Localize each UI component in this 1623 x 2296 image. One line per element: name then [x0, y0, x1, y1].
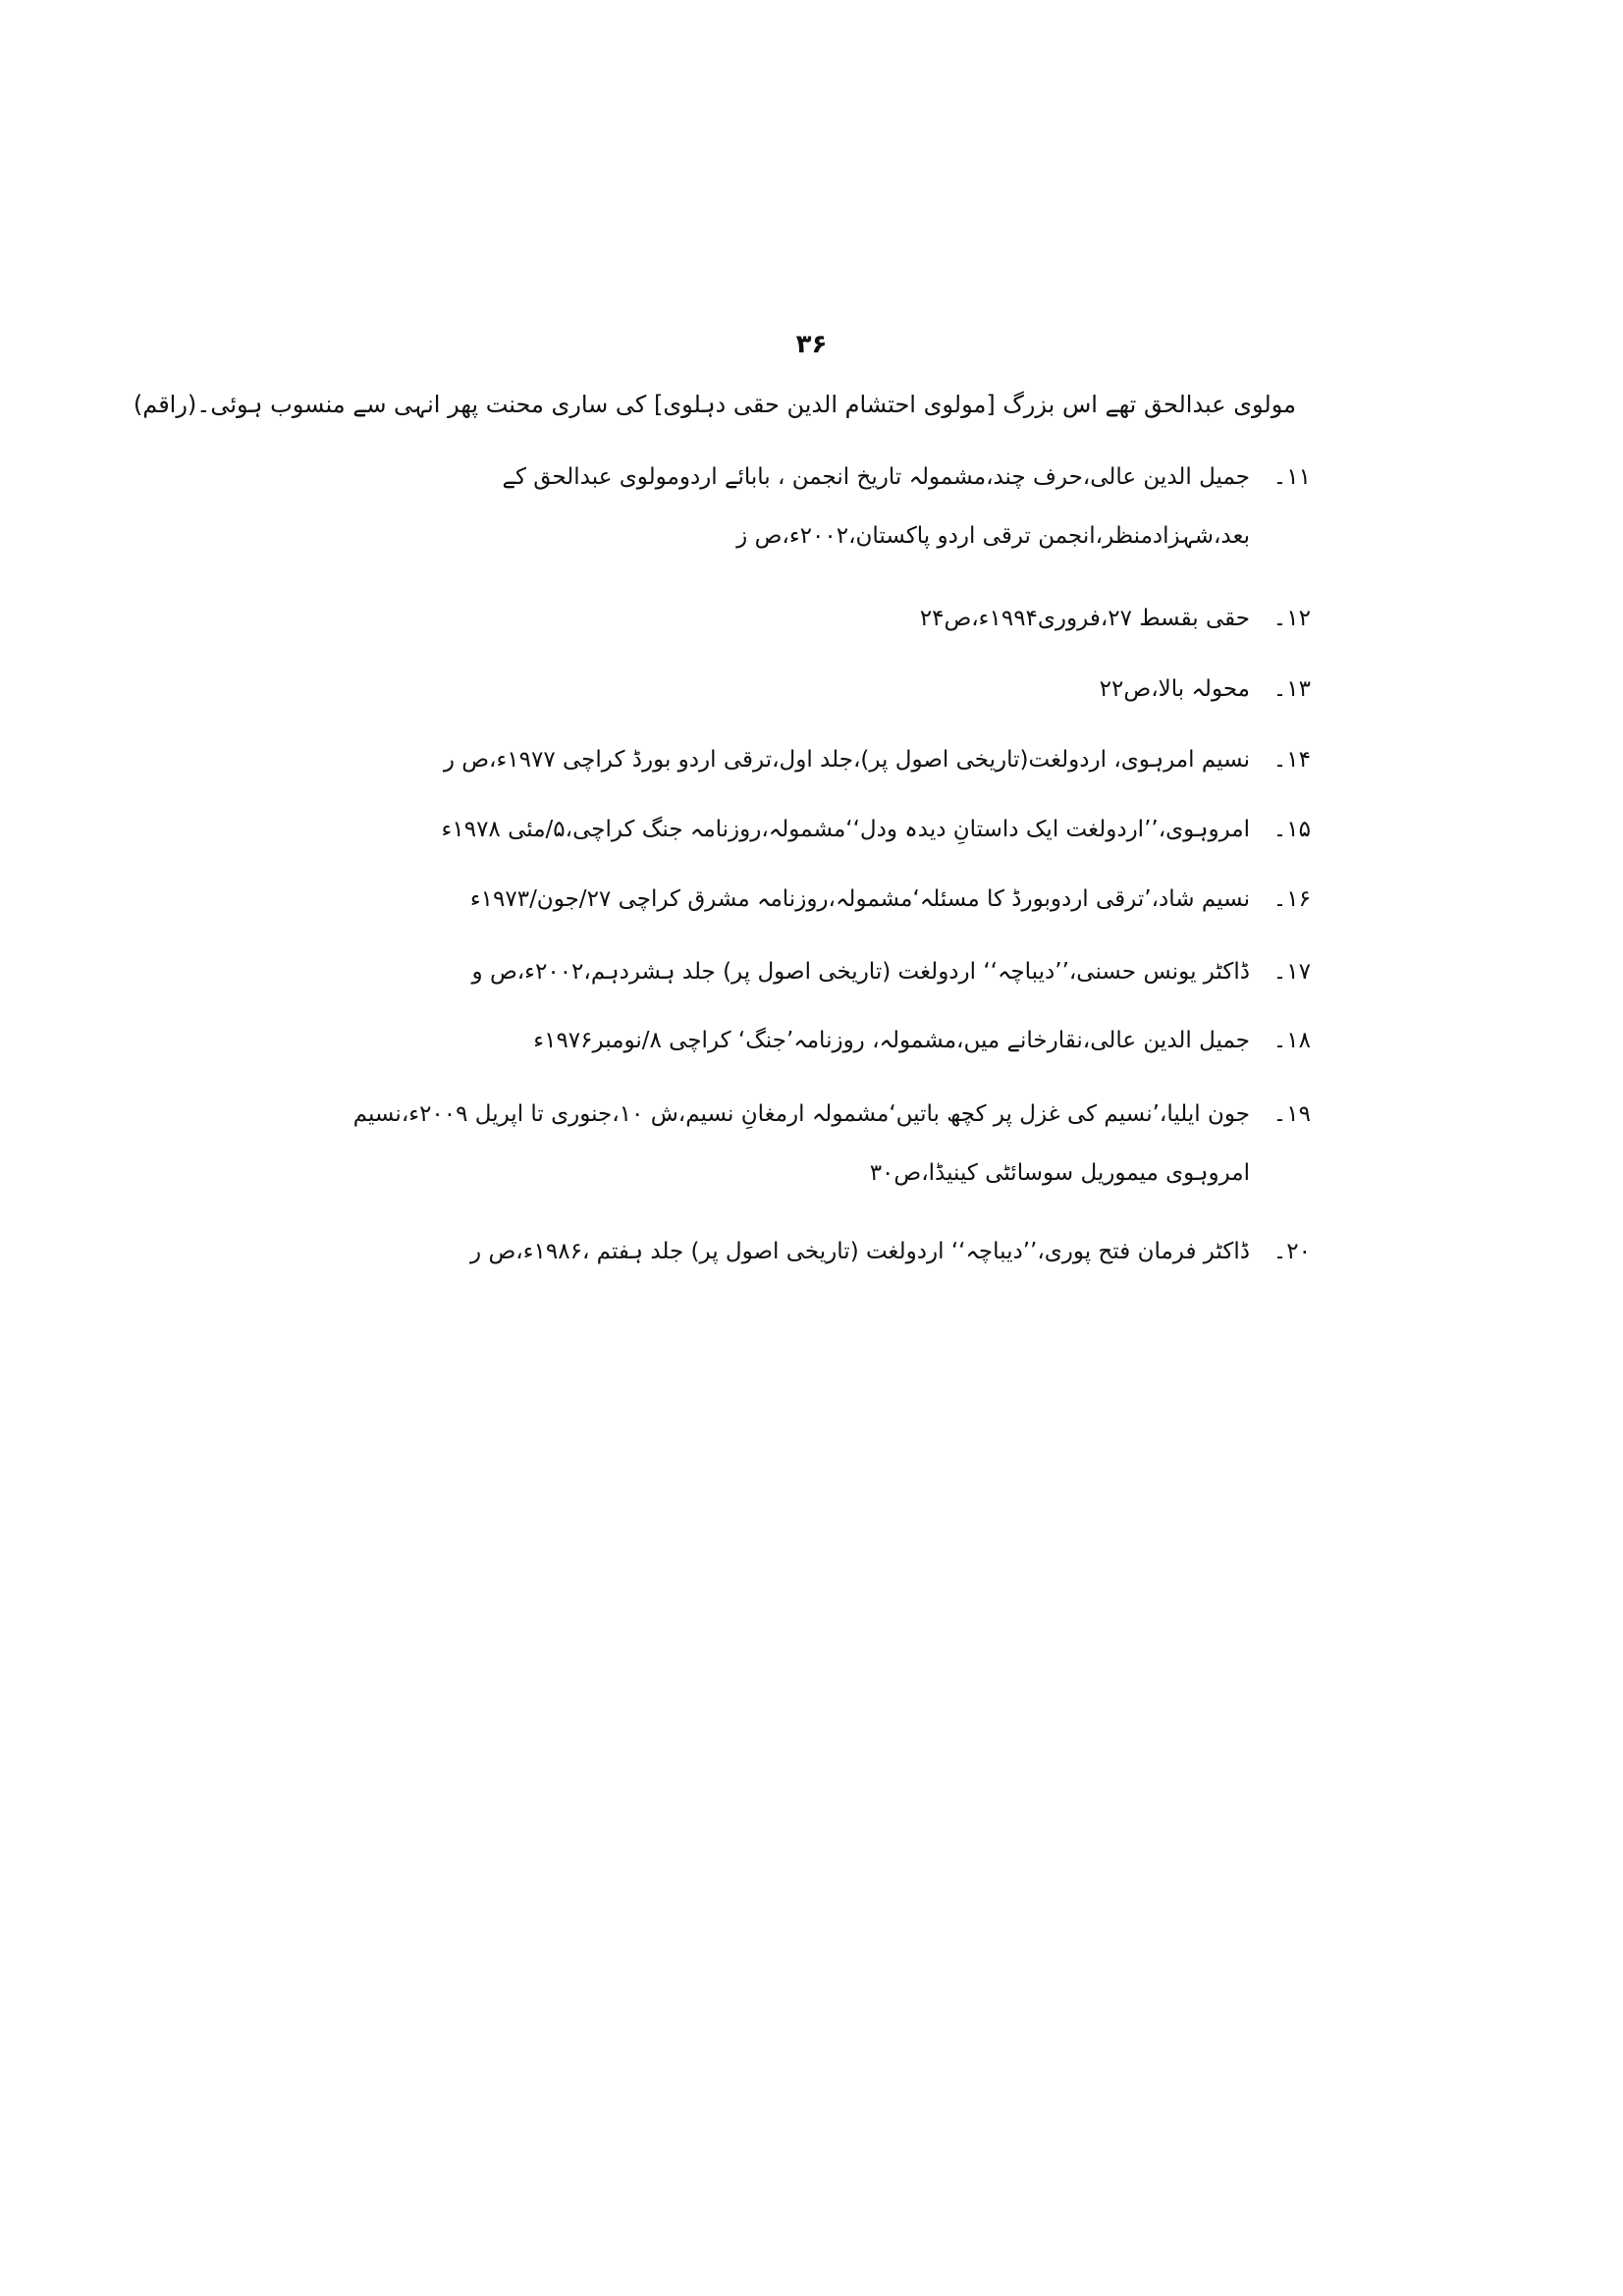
- footnote-text: جون ایلیا،’نسیم کی غزل پر کچھ باتیں‘مشمولہ ارمغانِ نسیم،ش ۱۰،جنوری تا اپریل ۲۰۰۹ء،نسیم امروہوی میموریل سوسائٹی کینیڈا،ص۳۰: [352, 1101, 1250, 1186]
- footnote-13: [307, 660, 1311, 719]
- footnote-number: ۱۷۔: [1272, 959, 1311, 985]
- footnote-number: ۱۳۔: [1272, 676, 1311, 702]
- footnote-number: ۱۱۔: [1272, 464, 1311, 490]
- intro-line: مولوی عبدالحق تھے اس بزرگ [مولوی احتشام الدین حقی دہلوی] کی ساری محنت پھر انہی سے منسوب ہوئی۔(راقم): [133, 391, 1296, 418]
- footnote-number: ۲۰۔: [1272, 1239, 1311, 1264]
- footnote-text: محولہ بالا،ص۲۲: [1099, 676, 1250, 702]
- footnote-number: ۱۹۔: [1272, 1101, 1311, 1127]
- footnote-number: ۱۲۔: [1272, 606, 1311, 631]
- footnote-number: ۱۵۔: [1272, 817, 1311, 842]
- footnote-18: [307, 1011, 1311, 1070]
- page-number: ۳۶: [795, 330, 828, 359]
- footnote-15: [307, 800, 1311, 859]
- footnote-text: ڈاکٹر یونس حسنی،’’دیباچہ‘‘ اردولغت (تاریخی اصول پر) جلد ہشردہم،۲۰۰۲ء،ص و: [471, 959, 1250, 985]
- footnote-20: [307, 1222, 1311, 1281]
- footnote-19: [307, 1085, 1311, 1202]
- footnote-16: [307, 870, 1311, 929]
- footnote-14: [307, 730, 1311, 789]
- footnote-number: ۱۸۔: [1272, 1028, 1311, 1053]
- footnote-text: ڈاکٹر فرمان فتح پوری،’’دیباچہ‘‘ اردولغت (تاریخی اصول پر) جلد ہفتم ،۱۹۸۶ء،ص ر: [470, 1239, 1250, 1264]
- footnote-text: نسیم شاد،’ترقی اردوبورڈ کا مسئلہ‘مشمولہ،روزنامہ مشرق کراچی ۲۷/جون/۱۹۷۳ء: [469, 886, 1250, 912]
- footnote-11: [307, 448, 1311, 565]
- footnote-text: نسیم امرہوی، اردولغت(تاریخی اصول پر)،جلد اول،ترقی اردو بورڈ کراچی ۱۹۷۷ء،ص ر: [443, 747, 1250, 773]
- footnote-17: [307, 942, 1311, 1001]
- footnote-12: [307, 589, 1311, 648]
- footnote-text: جمیل الدین عالی،نقارخانے میں،مشمولہ، روزنامہ’جنگ‘ کراچی ۸/نومبر۱۹۷۶ء: [533, 1028, 1250, 1053]
- footnote-text: جمیل الدین عالی،حرف چند،مشمولہ تاریخ انجمن ، بابائے اردومولوی عبدالحق کے بعد،شہزادمنظر،انجمن ترقی اردو پاکستان،۲۰۰۲ء،ص ز: [502, 464, 1250, 549]
- footnote-text: امروہوی،’’اردولغت ایک داستانِ دیدہ ودل‘‘مشمولہ،روزنامہ جنگ کراچی،۵/مئی ۱۹۷۸ء: [441, 817, 1250, 842]
- footnote-number: ۱۴۔: [1272, 747, 1311, 773]
- footnote-number: ۱۶۔: [1272, 886, 1311, 912]
- footnote-text: حقی بقسط ۲۷،فروری۱۹۹۴ء،ص۲۴: [919, 606, 1250, 631]
